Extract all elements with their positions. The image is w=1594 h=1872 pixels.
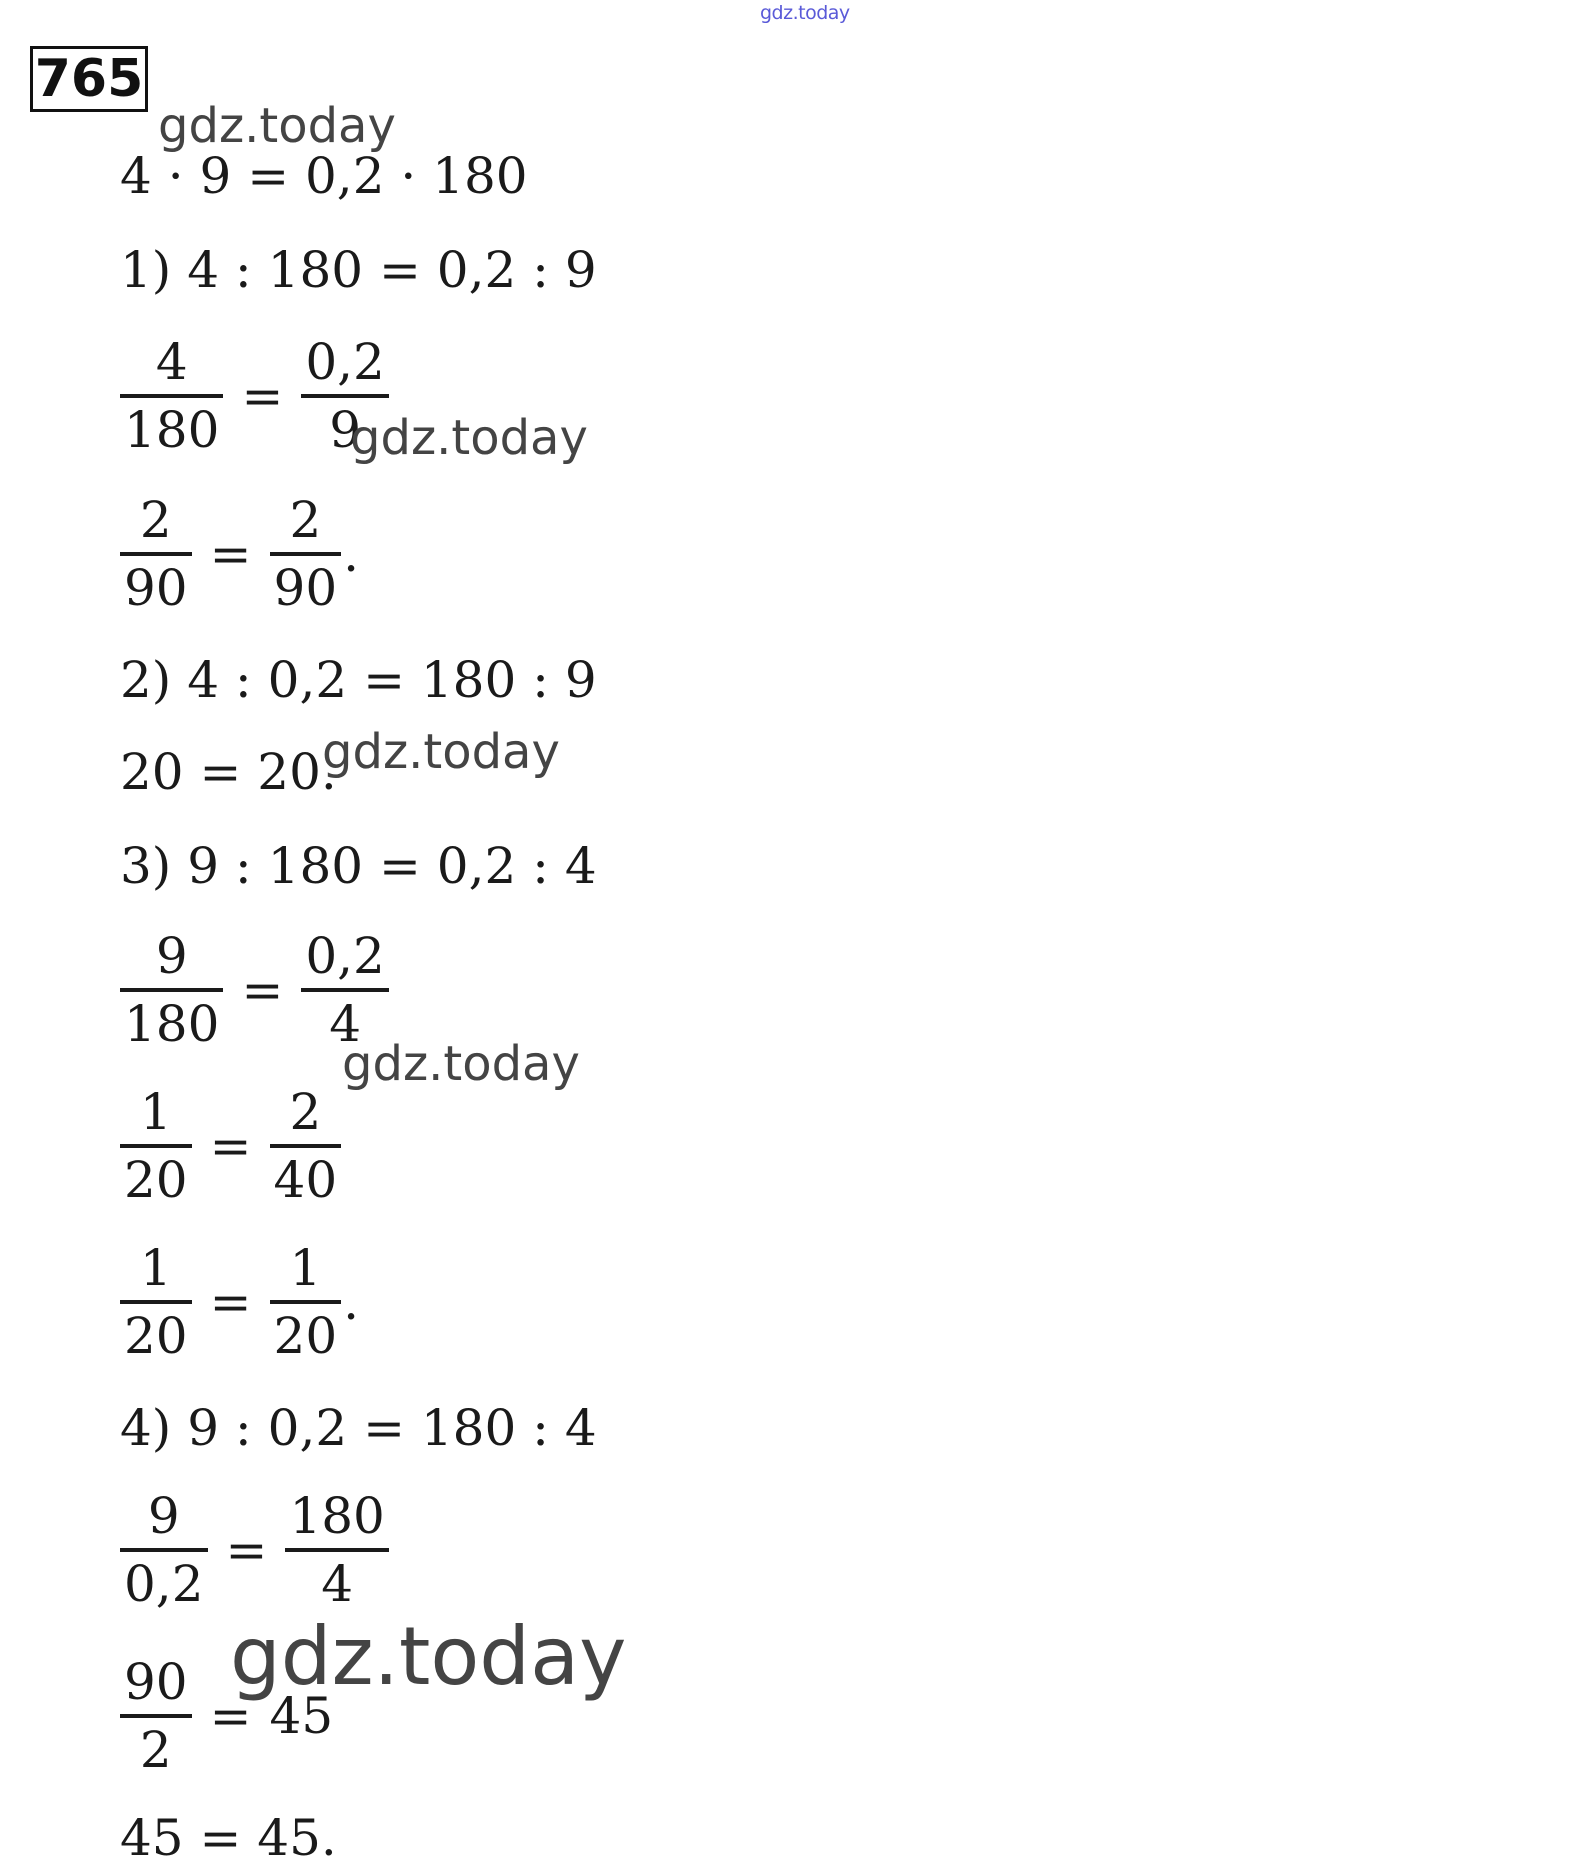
- equals-sign: =: [209, 1687, 252, 1745]
- fraction: [120, 924, 223, 1056]
- watermark: gdz.today: [158, 98, 396, 154]
- numerator: 1: [139, 1239, 172, 1297]
- denominator: 4: [329, 995, 362, 1053]
- main-equation: 4 · 9 = 0,2 · 180: [120, 147, 528, 205]
- watermark: gdz.today: [350, 410, 588, 466]
- numerator: 9: [147, 1487, 180, 1545]
- equals-sign: =: [209, 525, 252, 583]
- denominator: 9: [329, 401, 362, 459]
- denominator: 0,2: [124, 1555, 204, 1613]
- fraction: [120, 1080, 192, 1212]
- denominator: 4: [321, 1555, 354, 1613]
- step3-fraction-equation-2: [120, 1080, 341, 1212]
- top-watermark: gdz.today: [760, 2, 850, 24]
- equals-sign: =: [241, 961, 284, 1019]
- numerator: 4: [155, 333, 188, 391]
- trailing-punctuation: .: [343, 1273, 360, 1331]
- fraction: [270, 1080, 342, 1212]
- trailing-punctuation: .: [343, 525, 360, 583]
- step1-fraction-equation-1: [120, 330, 389, 462]
- rhs-value: 45: [269, 1687, 334, 1745]
- task-number-box: 765: [30, 46, 148, 112]
- numerator: 9: [155, 927, 188, 985]
- numerator: 0,2: [305, 333, 385, 391]
- equals-sign: =: [241, 367, 284, 425]
- step4-fraction-equation-2: [120, 1650, 333, 1782]
- numerator: 180: [289, 1487, 385, 1545]
- equals-sign: =: [209, 1117, 252, 1175]
- step3-fraction-equation-3: [120, 1236, 359, 1368]
- fraction: [120, 1236, 192, 1368]
- denominator: 90: [273, 559, 338, 617]
- numerator: 2: [139, 491, 172, 549]
- denominator: 40: [273, 1151, 338, 1209]
- fraction: [285, 1484, 388, 1616]
- denominator: 20: [124, 1151, 188, 1209]
- numerator: 1: [289, 1239, 322, 1297]
- step4-fraction-equation-1: [120, 1484, 389, 1616]
- fraction: [270, 488, 342, 620]
- step1-fraction-equation-2: [120, 488, 359, 620]
- fraction: [120, 488, 192, 620]
- step4-header: 4) 9 : 0,2 = 180 : 4: [120, 1399, 597, 1457]
- denominator: 2: [139, 1721, 172, 1779]
- equals-sign: =: [209, 1273, 252, 1331]
- step2-result: 20 = 20.: [120, 743, 337, 801]
- fraction: [120, 1484, 208, 1616]
- denominator: 90: [124, 559, 188, 617]
- numerator: 2: [289, 1083, 322, 1141]
- step2-header: 2) 4 : 0,2 = 180 : 9: [120, 651, 597, 709]
- step3-header: 3) 9 : 180 = 0,2 : 4: [120, 837, 597, 895]
- fraction: [120, 330, 223, 462]
- equals-sign: =: [225, 1521, 268, 1579]
- denominator: 20: [124, 1307, 188, 1365]
- watermark: gdz.today: [230, 1610, 627, 1703]
- numerator: 0,2: [305, 927, 385, 985]
- numerator: 90: [124, 1653, 188, 1711]
- watermark: gdz.today: [342, 1036, 580, 1092]
- numerator: 2: [289, 491, 322, 549]
- numerator: 1: [139, 1083, 172, 1141]
- fraction: [270, 1236, 342, 1368]
- fraction: [120, 1650, 192, 1782]
- denominator: 20: [273, 1307, 338, 1365]
- denominator: 180: [124, 401, 220, 459]
- watermark: gdz.today: [322, 724, 560, 780]
- denominator: 180: [124, 995, 220, 1053]
- step4-result: 45 = 45.: [120, 1809, 337, 1867]
- step1-header: 1) 4 : 180 = 0,2 : 9: [120, 241, 597, 299]
